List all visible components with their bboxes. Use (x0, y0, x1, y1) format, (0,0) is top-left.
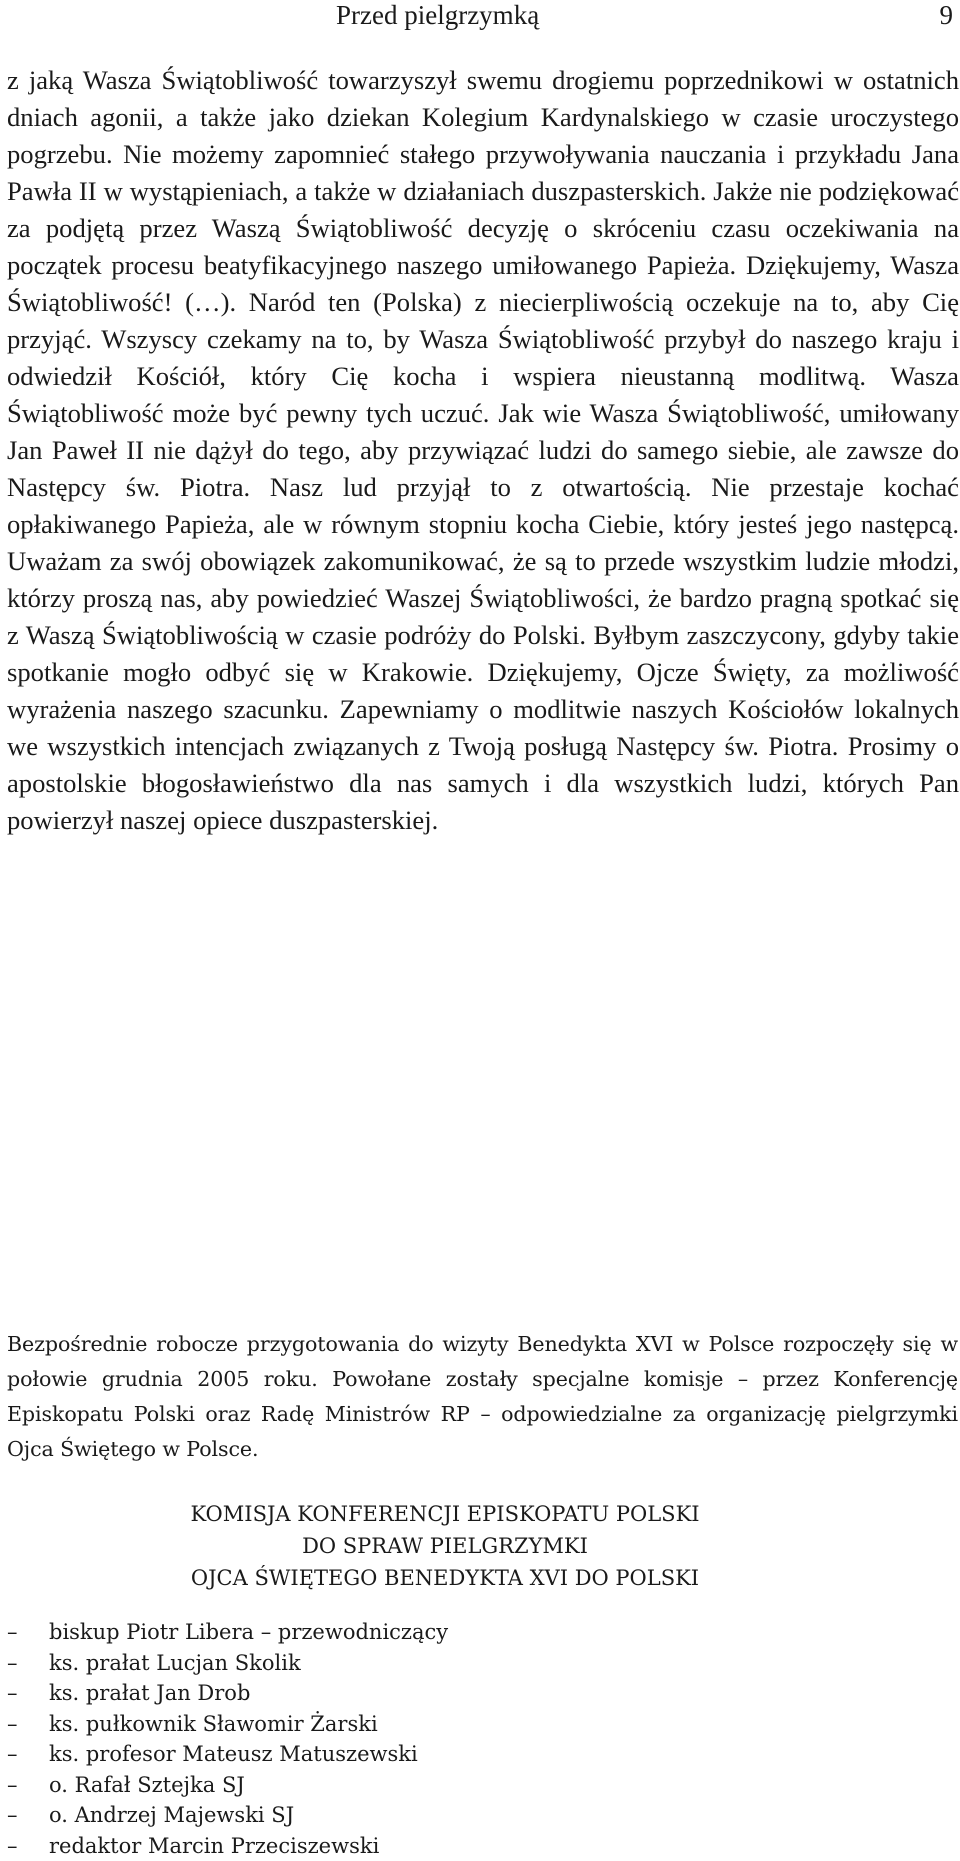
committee-heading (0, 1498, 890, 1594)
member-item (7, 1709, 707, 1740)
member-name: o. Rafał Sztejka SJ (49, 1770, 245, 1801)
list-dash: – (7, 1678, 49, 1709)
committee-heading-line: KOMISJA KONFERENCJI EPISKOPATU POLSKI (0, 1498, 890, 1530)
page-number: 9 (940, 0, 954, 30)
running-head (0, 0, 960, 34)
list-dash: – (7, 1800, 49, 1831)
running-title: Przed pielgrzymką (336, 0, 539, 30)
member-item (7, 1831, 707, 1861)
member-item (7, 1617, 707, 1648)
member-item (7, 1648, 707, 1679)
member-item (7, 1800, 707, 1831)
member-name: biskup Piotr Libera – przewodniczący (49, 1617, 448, 1648)
list-dash: – (7, 1709, 49, 1740)
narrative-paragraph: Bezpośrednie robocze przygotowania do wizyty Benedykta XVI w Polsce rozpoczęły się w połowie grudnia 2005 roku. Powołane zostały specjalne komisje – przez Konferencję Episkopatu Polski oraz Radę Ministrów RP – odpowiedzialne za organizację pielgrzymki Ojca Świętego w Polsce. (7, 1327, 958, 1467)
member-name: ks. prałat Jan Drob (49, 1678, 250, 1709)
list-dash: – (7, 1617, 49, 1648)
body-paragraph: z jaką Wasza Świątobliwość towarzyszył swemu drogiemu poprzednikowi w ostatnich dniach agonii, a także jako dziekan Kolegium Kardynalskiego w czasie uroczystego pogrzebu. Nie możemy zapomnieć stałego przywoływania nauczania i przykładu Jana Pawła II w wystąpieniach, a także w działaniach duszpasterskich. Jakże nie podziękować za podjętą przez Waszą Świątobliwość decyzję o skróceniu czasu oczekiwania na początek procesu beatyfikacyjnego naszego umiłowanego Papieża. Dziękujemy, Wasza Świątobliwość! (…). Naród ten (Polska) z niecierpliwością oczekuje na to, aby Cię przyjąć. Wszyscy czekamy na to, by Wasza Świątobliwość przybył do naszego kraju i odwiedził Kościół, który Cię kocha i wspiera nieustanną modlitwą. Wasza Świątobliwość może być pewny tych uczuć. Jak wie Wasza Świątobliwość, umiłowany Jan Paweł II nie dążył do tego, aby przywiązać ludzi do samego siebie, ale zawsze do Następcy św. Piotra. Nasz lud przyjął to z otwartością. Nie przestaje kochać opłakiwanego Papieża, ale w równym stopniu kocha Ciebie, który jesteś jego następcą. Uważam za swój obowiązek zakomunikować, że są to przede wszystkim ludzie młodzi, którzy proszą nas, aby powiedzieć Waszej Świątobliwości, że bardzo pragną spotkać się z Waszą Świątobliwością w czasie podróży do Polski. Byłbym zaszczycony, gdyby takie spotkanie mogło odbyć się w Krakowie. Dziękujemy, Ojcze Święty, za możliwość wyrażenia naszego szacunku. Zapewniamy o modlitwie naszych Kościołów lokalnych we wszystkich intencjach związanych z Twoją posługą Następcy św. Piotra. Prosimy o apostolskie błogosławieństwo dla nas samych i dla wszystkich ludzi, których Pan powierzył naszej opiece duszpasterskiej. (7, 62, 959, 839)
member-item (7, 1739, 707, 1770)
committee-heading-line: DO SPRAW PIELGRZYMKI (0, 1530, 890, 1562)
member-name: o. Andrzej Majewski SJ (49, 1800, 294, 1831)
list-dash: – (7, 1739, 49, 1770)
member-name: redaktor Marcin Przeciszewski (49, 1831, 379, 1861)
list-dash: – (7, 1770, 49, 1801)
member-name: ks. prałat Lucjan Skolik (49, 1648, 301, 1679)
member-name: ks. profesor Mateusz Matuszewski (49, 1739, 418, 1770)
member-name: ks. pułkownik Sławomir Żarski (49, 1709, 378, 1740)
committee-heading-line: OJCA ŚWIĘTEGO BENEDYKTA XVI DO POLSKI (0, 1562, 890, 1594)
list-dash: – (7, 1831, 49, 1861)
committee-member-list (7, 1617, 707, 1861)
list-dash: – (7, 1648, 49, 1679)
member-item (7, 1770, 707, 1801)
